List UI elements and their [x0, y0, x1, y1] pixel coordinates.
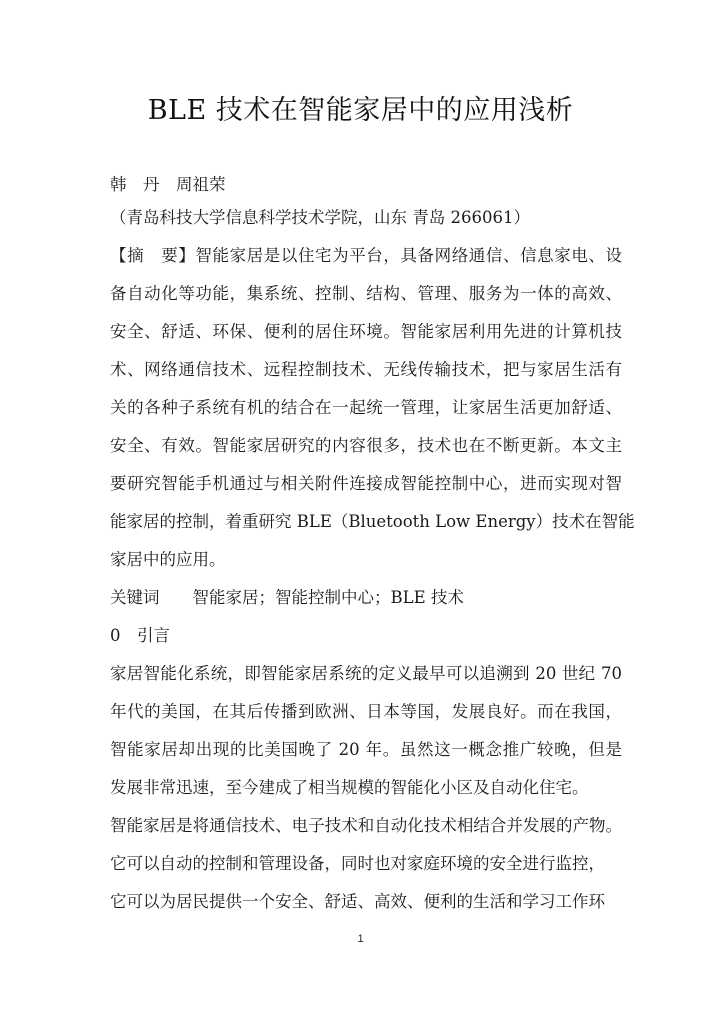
body-line: 家居智能化系统，即智能家居系统的定义最早可以追溯到 20 世纪 70: [110, 664, 622, 683]
body-line: 智能家居却出现的比美国晚了 20 年。虽然这一概念推广较晚，但是: [110, 740, 622, 759]
paper-title: BLE 技术在智能家居中的应用浅析: [147, 95, 574, 126]
abstract-line: 术、网络通信技术、远程控制技术、无线传输技术，把与家居生活有: [110, 360, 622, 379]
body-line: 发展非常迅速，至今建成了相当规模的智能化小区及自动化住宅。: [110, 778, 589, 797]
affiliation: （青岛科技大学信息科学技术学院，山东 青岛 266061）: [110, 208, 530, 227]
body-line: 它可以自动的控制和管理设备，同时也对家庭环境的安全进行监控，: [110, 854, 605, 873]
abstract-line: 家居中的应用。: [110, 550, 226, 569]
page-number: 1: [357, 933, 364, 945]
abstract-line: 【摘 要】智能家居是以住宅为平台，具备网络通信、信息家电、设: [110, 246, 622, 265]
abstract-line: 关的各种子系统有机的结合在一起统一管理，让家居生活更加舒适、: [110, 398, 622, 417]
abstract-line: 能家居的控制，着重研究 BLE（Bluetooth Low Energy）技术在智能: [110, 512, 635, 531]
authors: 韩 丹 周祖荣: [110, 175, 226, 194]
body-line: 年代的美国，在其后传播到欧洲、日本等国，发展良好。而在我国，: [110, 702, 622, 721]
body-line: 它可以为居民提供一个安全、舒适、高效、便利的生活和学习工作环: [110, 892, 605, 911]
section-heading: 0 引言: [110, 626, 170, 645]
abstract-line: 安全、舒适、环保、便利的居住环境。智能家居利用先进的计算机技: [110, 322, 622, 341]
abstract-line: 备自动化等功能，集系统、控制、结构、管理、服务为一体的高效、: [110, 284, 622, 303]
keywords: 关键词 智能家居；智能控制中心；BLE 技术: [110, 588, 464, 607]
abstract-line: 要研究智能手机通过与相关附件连接成智能控制中心，进而实现对智: [110, 474, 622, 493]
abstract-line: 安全、有效。智能家居研究的内容很多，技术也在不断更新。本文主: [110, 436, 622, 455]
body-line: 智能家居是将通信技术、电子技术和自动化技术相结合并发展的产物。: [110, 816, 622, 835]
